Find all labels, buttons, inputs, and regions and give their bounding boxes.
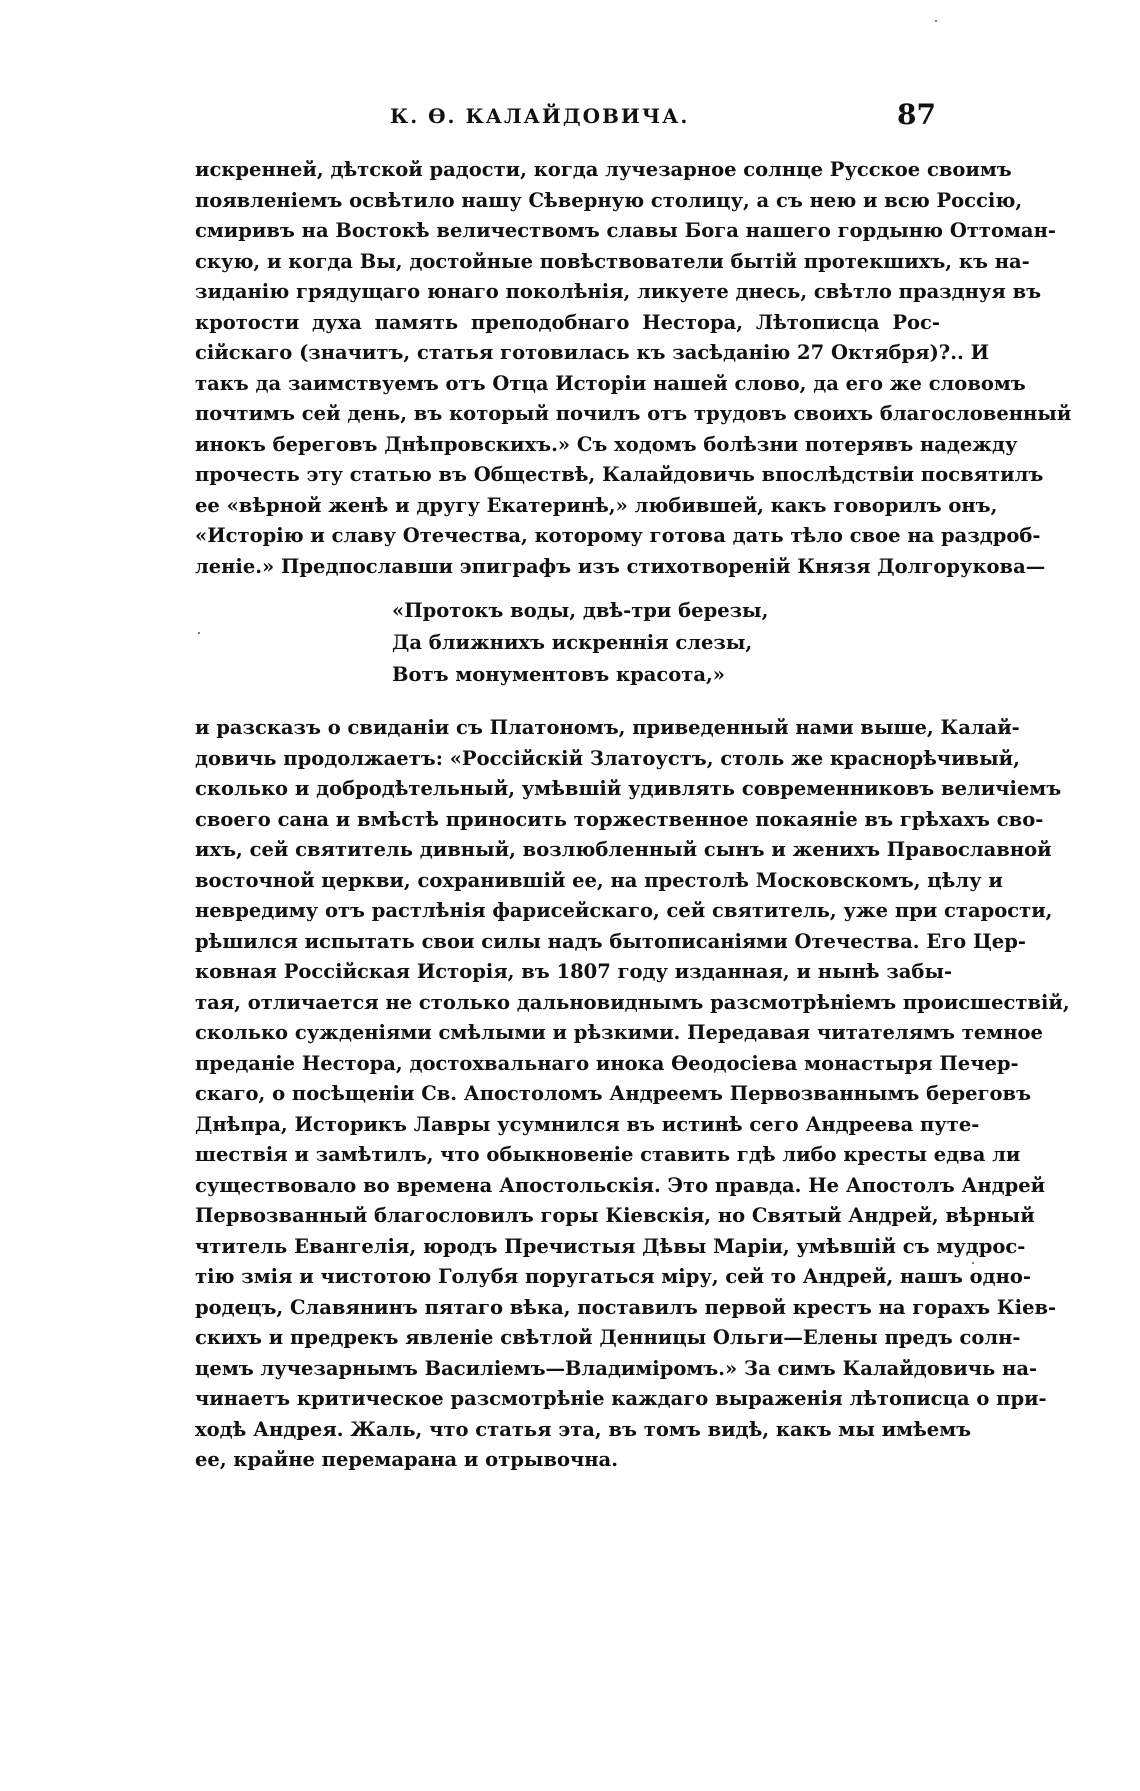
- text-line: сійскаго (значитъ, статья готовилась къ засѣданію 27 Октября)?.. И: [195, 341, 990, 364]
- text-line: и разсказъ о свиданіи съ Платономъ, приведенный нами выше, Калай-: [195, 716, 1020, 739]
- text-line: невредиму отъ растлѣнія фарисейскаго, сей святитель, уже при старости,: [195, 899, 1053, 922]
- verse-line: «Протокъ воды, двѣ-три березы,: [392, 599, 769, 622]
- text-line: восточной церкви, сохранившій ее, на престолѣ Московскомъ, цѣлу и: [195, 868, 1003, 892]
- scan-speck: [972, 1262, 974, 1264]
- text-line: существовало во времена Апостольскія. Это правда. Не Апостолъ Андрей: [195, 1173, 1046, 1197]
- text-line: тію змія и чистотою Голубя поругаться міру, сей то Андрей, нашъ одно-: [195, 1265, 1032, 1288]
- text-line: ходѣ Андрея. Жаль, что статья эта, въ томъ видѣ, какъ мы имѣемъ: [195, 1417, 972, 1441]
- scan-speck: [198, 632, 200, 634]
- text-line: кротости духа память преподобнаго Нестора, Лѣтописца Рос-: [195, 310, 940, 334]
- text-line: рѣшился испытать свои силы надъ бытописаніями Отечества. Его Цер-: [195, 929, 1026, 953]
- epigraph-verse: [392, 595, 768, 691]
- text-line: появленіемъ освѣтило нашу Сѣверную столицу, а съ нею и всю Россію,: [195, 188, 1023, 212]
- text-line: прочесть эту статью въ Обществѣ, Калайдовичь впослѣдствіи посвятилъ: [195, 463, 1044, 486]
- text-line: сколько сужденіями смѣлыми и рѣзкими. Передавая читателямъ темное: [195, 1021, 1043, 1044]
- page-number: 87: [897, 98, 936, 131]
- text-line: скую, и когда Вы, достойные повѣствователи бытій протекшихъ, къ на-: [195, 249, 1030, 273]
- text-line: Первозванный благословилъ горы Кіевскія, но Святый Андрей, вѣрный: [195, 1204, 1035, 1227]
- text-line: ее «вѣрной женѣ и другу Екатеринѣ,» любившей, какъ говорилъ онъ,: [195, 493, 998, 517]
- text-line: скихъ и предрекъ явленіе свѣтлой Денницы Ольги—Елены предъ солн-: [195, 1326, 1021, 1349]
- text-line: ее, крайне перемарана и отрывочна.: [195, 1448, 618, 1471]
- text-line: зиданію грядущаго юнаго поколѣнія, ликуете днесь, свѣтло празднуя въ: [195, 280, 1042, 303]
- text-line: инокъ береговъ Днѣпровскихъ.» Съ ходомъ болѣзни потерявъ надежду: [195, 432, 1018, 456]
- text-line: родецъ, Славянинъ пятаго вѣка, поставилъ первой крестъ на горахъ Кіев-: [195, 1295, 1057, 1319]
- text-line: своего сана и вмѣстѣ приносить торжественное покаяніе въ грѣхахъ сво-: [195, 807, 1044, 831]
- text-line: сколько и добродѣтельный, умѣвшій удивлять современниковъ величіемъ: [195, 777, 1062, 800]
- text-line: преданіе Нестора, достохвальнаго инока Ѳеодосіева монастыря Печер-: [195, 1051, 1019, 1075]
- text-line: тая, отличается не столько дальновиднымъ разсмотрѣніемъ происшествій,: [195, 990, 1070, 1014]
- text-line: смиривъ на Востокѣ величествомъ славы Бога нашего гордыню Оттоман-: [195, 219, 1056, 242]
- text-line: ковная Россійская Исторія, въ 1807 году изданная, и нынѣ забы-: [195, 960, 953, 983]
- text-line: почтимъ сей день, въ который почилъ отъ трудовъ своихъ благословенный: [195, 402, 1072, 425]
- text-line: такъ да заимствуемъ отъ Отца Исторіи нашей слово, да его же словомъ: [195, 371, 1026, 395]
- text-line: чинаетъ критическое разсмотрѣніе каждаго выраженія лѣтописца о при-: [195, 1387, 1047, 1410]
- text-line: цемъ лучезарнымъ Василіемъ—Владиміромъ.» За симъ Калайдовичь на-: [195, 1356, 1038, 1380]
- paragraph-1: [195, 155, 1072, 582]
- verse-line: Вотъ монументовъ красота,»: [392, 663, 725, 686]
- running-head: К. Ѳ. КАЛАЙДОВИЧА.: [390, 104, 690, 128]
- verse-line: Да ближнихъ искреннія слезы,: [392, 631, 753, 654]
- text-line: довичь продолжаетъ: «Россійскій Златоустъ, столь же краснорѣчивый,: [195, 746, 1020, 770]
- text-line: леніе.» Предпославши эпиграфъ изъ стихотвореній Князя Долгорукова—: [195, 554, 1046, 578]
- text-line: ихъ, сей святитель дивный, возлюбленный сынъ и женихъ Православной: [195, 838, 1052, 861]
- text-line: скаго, о посѣщеніи Св. Апостоломъ Андреемъ Первозваннымъ береговъ: [195, 1082, 1032, 1105]
- text-line: Днѣпра, Историкъ Лавры усумнился въ истинѣ сего Андреева путе-: [195, 1112, 980, 1136]
- text-line: шествія и замѣтилъ, что обыкновеніе ставить гдѣ либо кресты едва ли: [195, 1143, 1021, 1166]
- scan-speck: [935, 20, 937, 22]
- text-line: чтитель Евангелія, юродъ Пречистыя Дѣвы Маріи, умѣвшій съ мудрос-: [195, 1234, 1026, 1258]
- paragraph-2: [195, 713, 1070, 1476]
- text-line: искренней, дѣтской радости, когда лучезарное солнце Русское своимъ: [195, 158, 1012, 181]
- text-line: «Исторію и славу Отечества, которому готова дать тѣло свое на раздроб-: [195, 524, 1041, 547]
